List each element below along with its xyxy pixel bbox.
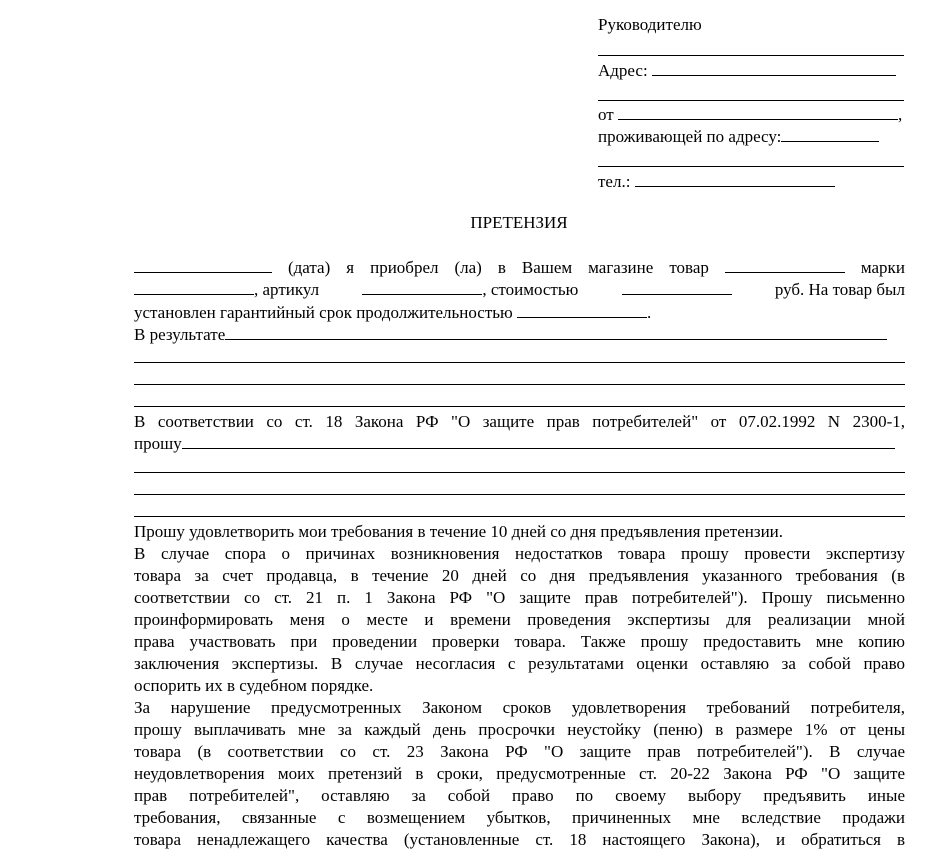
intro-line-2 xyxy=(134,279,905,301)
cost-blank[interactable] xyxy=(622,279,732,295)
result-blank-line-4[interactable] xyxy=(134,406,905,407)
body-line: требования, связанные с возмещением убытков, причиненных мне вследствие продажи xyxy=(134,808,905,827)
from-comma: , xyxy=(897,105,903,124)
intro-word: (ла) xyxy=(454,258,482,277)
date-blank[interactable] xyxy=(134,257,272,273)
address-blank[interactable] xyxy=(652,60,896,76)
intro-word: магазине xyxy=(588,258,654,277)
warranty-label: установлен гарантийный срок продолжительностью xyxy=(134,303,513,322)
ask-blank-line-3[interactable] xyxy=(134,494,905,495)
ask-line xyxy=(134,433,905,454)
body-line: товара ненадлежащего качества (установленные ст. 18 настоящего Закона), и обратиться в xyxy=(134,830,905,849)
intro-word: я xyxy=(346,258,355,277)
document-title: ПРЕТЕНЗИЯ xyxy=(470,213,568,232)
result-blank-line-2[interactable] xyxy=(134,362,905,363)
article-label: , артикул xyxy=(254,280,320,299)
body-line: прошу выплачивать мне за каждый день просрочки неустойку (пеню) в размере 1% от цены xyxy=(134,720,905,739)
phone-line xyxy=(598,171,835,192)
result-blank[interactable] xyxy=(225,324,887,340)
phone-label: тел.: xyxy=(598,172,631,191)
intro-word: приобрел xyxy=(370,258,439,277)
body-line: права участвовать при проведении проверки товара. Также прошу предоставить мне копию xyxy=(134,632,905,651)
warranty-blank[interactable] xyxy=(517,302,647,318)
body-line: Прошу удовлетворить мои требования в течение 10 дней со дня предъявления претензии. xyxy=(134,522,784,541)
result-blank-line-3[interactable] xyxy=(134,384,905,385)
request-line-1: В соответствии со ст. 18 Закона РФ "О защите прав потребителей" от 07.02.1992 N 2300-1, xyxy=(134,412,905,431)
address-label: Адрес: xyxy=(598,61,648,80)
ask-label: прошу xyxy=(134,434,182,453)
residing-line xyxy=(598,126,879,147)
body-line: товара за счет продавца, в течение 20 дней со дня предъявления указанного требования (в xyxy=(134,566,905,585)
product-blank[interactable] xyxy=(725,257,845,273)
body-line: проинформировать меня о месте и времени проведения экспертизы для реализации мной xyxy=(134,610,905,629)
residing-label: проживающей по адресу: xyxy=(598,127,782,146)
body-line: заключения экспертизы. В случае несогласия с результатами оценки оставляю за собой право xyxy=(134,654,905,673)
date-note: (дата) xyxy=(288,258,331,277)
body-line: прав потребителей", оставляю за собой право по своему выбору предъявить иные xyxy=(134,786,905,805)
result-line xyxy=(134,324,905,345)
body-line: оспорить их в судебном порядке. xyxy=(134,676,374,695)
cost-label: , стоимостью xyxy=(482,280,579,299)
from-blank[interactable] xyxy=(618,104,898,120)
rub-label: руб. На товар был xyxy=(774,280,905,299)
intro-word: в xyxy=(497,258,506,277)
article-blank[interactable] xyxy=(362,279,482,295)
intro-line-3 xyxy=(134,302,651,323)
address-blank-line-2[interactable] xyxy=(598,100,904,101)
intro-line-1 xyxy=(134,257,905,279)
warranty-end: . xyxy=(646,303,652,322)
phone-blank[interactable] xyxy=(635,171,835,187)
ask-blank-line-2[interactable] xyxy=(134,472,905,473)
body-line: товара (в соответствии со ст. 23 Закона РФ "О защите прав потребителей"). В случае xyxy=(134,742,905,761)
body-line: За нарушение предусмотренных Законом сроков удовлетворения требований потребителя, xyxy=(134,698,905,717)
intro-word: Вашем xyxy=(521,258,573,277)
intro-word: марки xyxy=(860,258,905,277)
recipient-label: Руководителю xyxy=(598,15,702,34)
address-line xyxy=(598,60,896,81)
residing-blank-line-2[interactable] xyxy=(598,166,904,167)
result-label: В результате xyxy=(134,325,226,344)
from-label: от xyxy=(598,105,614,124)
recipient-blank-line[interactable] xyxy=(598,55,904,56)
brand-blank[interactable] xyxy=(134,279,254,295)
ask-blank[interactable] xyxy=(182,433,895,449)
intro-word: товар xyxy=(669,258,709,277)
body-line: В случае спора о причинах возникновения недостатков товара прошу провести экспертизу xyxy=(134,544,905,563)
ask-blank-line-4[interactable] xyxy=(134,516,905,517)
residing-blank[interactable] xyxy=(781,126,879,142)
from-line xyxy=(598,104,902,125)
body-line: неудовлетворения моих претензий в сроки, предусмотренные ст. 20-22 Закона РФ "О защите xyxy=(134,764,905,783)
body-line: соответствии со ст. 21 п. 1 Закона РФ "О защите прав потребителей"). Прошу письменно xyxy=(134,588,905,607)
